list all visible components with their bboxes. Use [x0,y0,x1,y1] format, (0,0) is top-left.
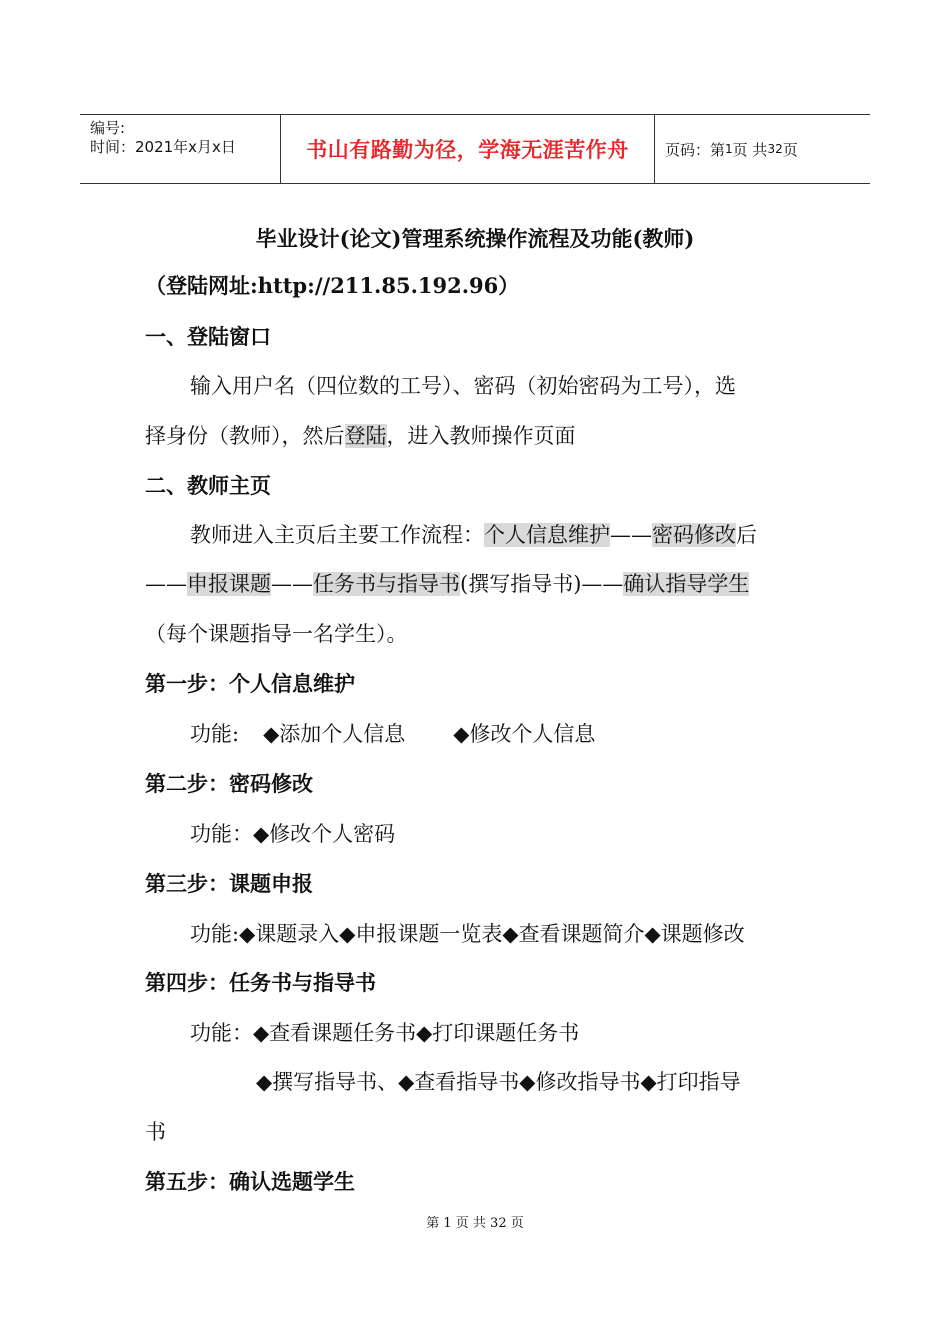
section2-para-line1 [190,520,757,550]
page-suffix: 页 [782,140,798,159]
declare-topic-highlight: 申报课题 [187,572,271,596]
personal-info-highlight: 个人信息维护 [484,523,610,547]
login-url-line: （登陆网址:http://211.85.192.96） [145,273,520,298]
header-motto: 书山有路勤为径，学海无涯苦作舟 [281,115,655,183]
header-info-cell [80,115,281,183]
password-highlight: 密码修改 [652,523,736,547]
function-item: ◆添加个人信息 [263,722,406,746]
login-highlight: 登陆 [344,424,387,448]
header-table [80,114,870,184]
section1-para-line1: 输入用户名（四位数的工号）、密码（初始密码为工号），选 [190,374,736,398]
function-label: 功能: [190,722,240,746]
text-span: 后 [736,523,757,547]
section2-para-line2 [145,569,749,599]
step2-heading: 第二步：密码修改 [145,771,313,796]
section2-heading: 二、教师主页 [145,473,271,498]
function-item: ◆修改个人信息 [453,722,596,746]
text-span: —— [145,572,187,596]
doc-time-label: 时间：2021年x月x日 [90,138,236,156]
text-span: —— [271,572,313,596]
step3-heading: 第三步：课题申报 [145,871,313,896]
page-total: 32 [767,142,783,156]
step5-heading: 第五步：确认选题学生 [145,1169,355,1194]
page-number: 1 [725,142,733,156]
text-span: (撰写指导书)—— [460,572,624,596]
header-page-info [655,115,870,183]
section1-para-line2 [145,421,576,451]
confirm-student-highlight: 确认指导学生 [623,572,750,596]
step1-functions [190,719,595,749]
page-footer: 第 1 页 共 32 页 [426,1216,524,1231]
step2-functions: 功能：◆修改个人密码 [190,822,396,846]
step4-heading: 第四步：任务书与指导书 [145,970,376,995]
task-book-highlight: 任务书与指导书 [313,572,460,596]
doc-number-label: 编号: [90,119,126,137]
page-prefix: 页码：第 [665,140,726,159]
text-span: 教师进入主页后主要工作流程： [190,523,484,547]
text-span: 择身份（教师），然后 [145,424,345,448]
step3-functions: 功能:◆课题录入◆申报课题一览表◆查看课题简介◆课题修改 [190,922,745,946]
step4-functions-line2: ◆撰写指导书、◆查看指导书◆修改指导书◆打印指导 [256,1070,741,1094]
section1-heading: 一、登陆窗口 [145,324,271,349]
page-mid: 页 共 [732,140,768,159]
section2-para-line3: （每个课题指导一名学生）。 [145,622,408,646]
document-title: 毕业设计(论文)管理系统操作流程及功能(教师) [255,226,695,251]
step1-heading: 第一步：个人信息维护 [145,671,355,696]
step4-functions-line1: 功能：◆查看课题任务书◆打印课题任务书 [190,1021,580,1045]
text-span: —— [610,523,652,547]
text-span: ，进入教师操作页面 [386,424,576,448]
step4-functions-line3: 书 [145,1120,166,1144]
